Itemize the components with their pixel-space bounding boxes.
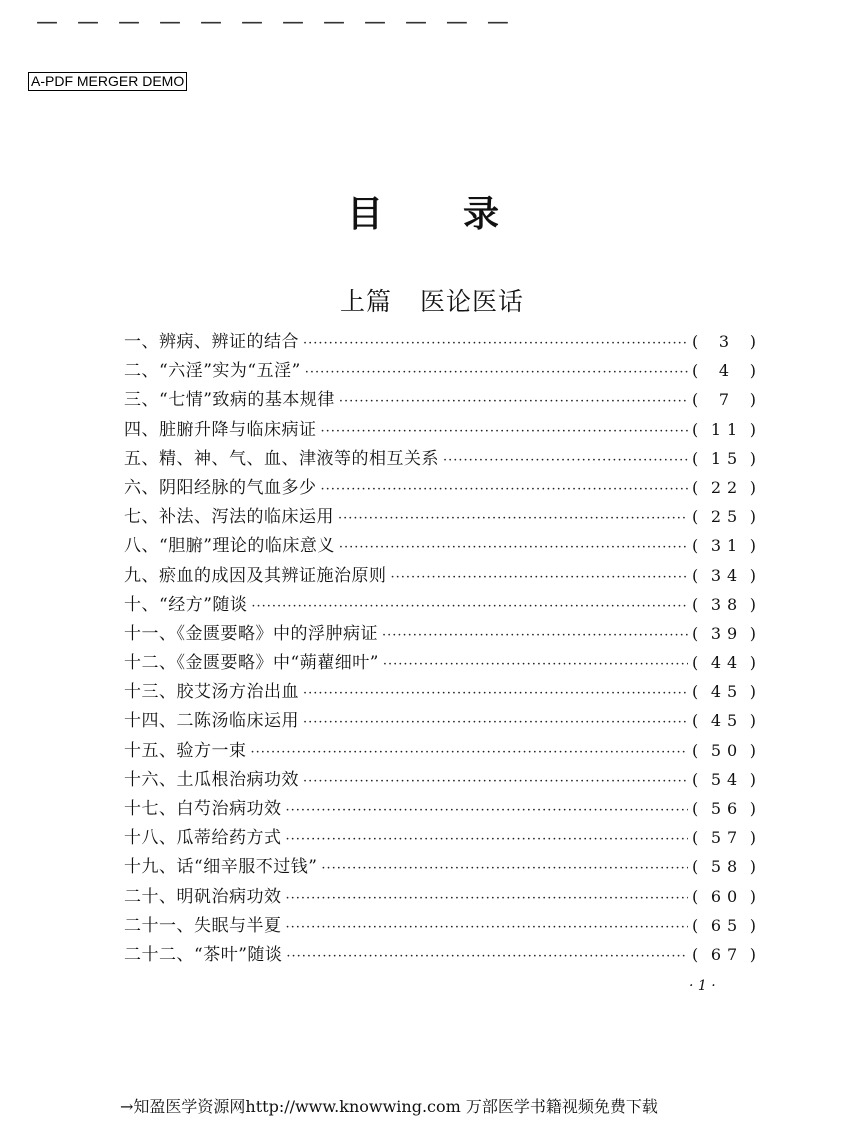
toc-leader-dots: [321, 424, 689, 439]
toc-entry[interactable]: [124, 736, 756, 765]
toc-entry[interactable]: [124, 561, 756, 590]
toc-leader-dots: [391, 570, 689, 585]
toc-leader-dots: [321, 861, 688, 876]
toc-entry[interactable]: [124, 852, 756, 881]
paren-open: (: [692, 828, 699, 848]
toc-entry-page: 39: [710, 623, 744, 643]
toc-page-ref: [692, 711, 756, 730]
toc-entry-title: 三、“七情”致病的基本规律: [124, 390, 335, 411]
toc-page-ref: [692, 945, 756, 964]
paren-open: (: [692, 565, 699, 585]
toc-leader-dots: [382, 628, 688, 643]
toc-entry[interactable]: [124, 619, 756, 648]
page-folio: · 1 ·: [689, 978, 716, 994]
toc-page-ref: [692, 857, 756, 876]
toc-page-ref: [692, 741, 756, 760]
paren-close: ): [749, 653, 756, 673]
paren-close: ): [749, 915, 756, 935]
toc-entry-title: 八、“胆腑”理论的临床意义: [124, 536, 335, 557]
toc-entry-page: 45: [710, 711, 744, 731]
toc-leader-dots: [303, 336, 688, 351]
toc-entry-page: 58: [710, 857, 744, 877]
paren-close: ): [749, 594, 756, 614]
toc-entry-page: 60: [710, 886, 744, 906]
paren-open: (: [692, 536, 699, 556]
paren-close: ): [749, 507, 756, 527]
toc-entry[interactable]: [124, 444, 756, 473]
toc-leader-dots: [383, 657, 688, 672]
paren-close: ): [749, 390, 756, 410]
toc-entry-title: 十五、验方一束: [124, 740, 247, 761]
toc-list: [124, 327, 756, 969]
toc-entry-title: 二、“六淫”实为“五淫”: [124, 361, 301, 382]
paren-open: (: [692, 594, 699, 614]
section-name: 医论医话: [420, 287, 525, 316]
watermark-label: A-PDF MERGER DEMO: [28, 72, 187, 91]
paren-open: (: [692, 886, 699, 906]
toc-entry-page: 15: [710, 448, 744, 468]
toc-leader-dots: [251, 745, 689, 760]
toc-entry[interactable]: [124, 473, 756, 502]
section-part: 上篇: [340, 287, 393, 316]
toc-leader-dots: [303, 686, 688, 701]
toc-page-ref: [692, 624, 756, 643]
paren-open: (: [692, 799, 699, 818]
toc-page-ref: [692, 449, 756, 468]
toc-entry[interactable]: [124, 648, 756, 677]
toc-entry-page: 56: [710, 799, 744, 818]
toc-entry-title: 六、阴阳经脉的气血多少: [124, 477, 317, 498]
toc-entry-title: 十四、二陈汤临床运用: [124, 711, 299, 732]
header-marks: — — — — — — — — — — — —: [36, 10, 515, 35]
toc-page-ref: [692, 566, 756, 585]
toc-leader-dots: [286, 803, 689, 818]
paren-open: (: [692, 448, 699, 468]
toc-entry[interactable]: [124, 882, 756, 911]
paren-open: (: [692, 332, 699, 351]
section-title: [340, 282, 524, 318]
paren-close: ): [749, 682, 756, 702]
toc-entry[interactable]: [124, 706, 756, 735]
toc-entry-page: 54: [710, 769, 744, 789]
paren-close: ): [749, 740, 756, 760]
toc-entry-title: 四、脏腑升降与临床病证: [124, 419, 317, 440]
toc-page-ref: [692, 536, 756, 555]
toc-entry-title: 十八、瓜蒂给药方式: [124, 828, 282, 849]
toc-leader-dots: [339, 394, 688, 409]
paren-open: (: [692, 915, 699, 935]
toc-entry-page: 45: [710, 682, 744, 702]
paren-open: (: [692, 682, 699, 702]
toc-entry-page: 25: [710, 507, 744, 527]
toc-entry-title: 二十、明矾治病功效: [124, 886, 282, 907]
toc-entry[interactable]: [124, 385, 756, 414]
paren-close: ): [749, 332, 756, 351]
paren-close: ): [749, 448, 756, 468]
toc-entry-page: 31: [710, 536, 744, 556]
toc-entry[interactable]: [124, 327, 756, 356]
toc-entry-page: 11: [710, 419, 744, 439]
toc-page-ref: [692, 799, 756, 818]
toc-entry-title: 十六、土瓜根治病功效: [124, 769, 299, 790]
toc-leader-dots: [286, 832, 689, 847]
paren-open: (: [692, 857, 699, 877]
toc-entry-page: 22: [710, 477, 744, 497]
toc-entry-page: 4: [718, 361, 736, 381]
toc-entry-title: 十二、《金匮要略》中“蒴藋细叶”: [124, 653, 379, 674]
toc-page-ref: [692, 361, 756, 380]
paren-close: ): [749, 419, 756, 439]
toc-leader-dots: [305, 365, 688, 380]
paren-open: (: [692, 623, 699, 643]
toc-page-ref: [692, 770, 756, 789]
toc-entry[interactable]: [124, 356, 756, 385]
toc-entry[interactable]: [124, 940, 756, 969]
toc-entry[interactable]: [124, 911, 756, 940]
paren-close: ): [749, 769, 756, 789]
toc-entry-title: 九、瘀血的成因及其辨证施治原则: [124, 565, 387, 586]
toc-leader-dots: [251, 599, 688, 614]
toc-entry-page: 3: [718, 332, 736, 351]
toc-leader-dots: [303, 715, 688, 730]
toc-page-ref: [692, 916, 756, 935]
toc-entry-page: 50: [710, 740, 744, 760]
toc-entry-title: 十三、胶艾汤方治出血: [124, 682, 299, 703]
paren-close: ): [749, 536, 756, 556]
paren-open: (: [692, 769, 699, 789]
toc-entry[interactable]: [124, 502, 756, 531]
toc-entry[interactable]: [124, 677, 756, 706]
toc-page-ref: [692, 332, 756, 351]
toc-entry[interactable]: [124, 794, 756, 823]
paren-open: (: [692, 740, 699, 760]
toc-entry-page: 44: [710, 653, 744, 673]
toc-leader-dots: [338, 511, 688, 526]
toc-entry-page: 57: [710, 828, 744, 848]
toc-leader-dots: [321, 482, 689, 497]
toc-entry-title: 一、辨病、辨证的结合: [124, 332, 299, 352]
toc-entry[interactable]: [124, 590, 756, 619]
toc-entry[interactable]: [124, 765, 756, 794]
toc-page-ref: [692, 507, 756, 526]
toc-entry-page: 67: [710, 944, 744, 964]
toc-leader-dots: [286, 949, 688, 964]
toc-leader-dots: [303, 774, 688, 789]
paren-close: ): [749, 828, 756, 848]
paren-open: (: [692, 390, 699, 410]
paren-open: (: [692, 653, 699, 673]
paren-close: ): [749, 857, 756, 877]
toc-entry[interactable]: [124, 823, 756, 852]
toc-page-ref: [692, 682, 756, 701]
toc-entry-page: 65: [710, 915, 744, 935]
toc-entry[interactable]: [124, 531, 756, 560]
toc-entry[interactable]: [124, 415, 756, 444]
footer-link[interactable]: →知盈医学资源网http://www.knowwing.com 万部医学书籍视频免费下载: [120, 1097, 658, 1116]
paren-close: ): [749, 477, 756, 497]
paren-open: (: [692, 507, 699, 527]
toc-leader-dots: [286, 920, 689, 935]
paren-close: ): [749, 944, 756, 964]
paren-open: (: [692, 477, 699, 497]
toc-title: 目录: [346, 194, 579, 235]
paren-close: ): [749, 361, 756, 381]
paren-close: ): [749, 711, 756, 731]
toc-entry-page: 38: [710, 594, 744, 614]
toc-entry-title: 十一、《金匮要略》中的浮肿病证: [124, 623, 378, 644]
paren-close: ): [749, 623, 756, 643]
toc-leader-dots: [286, 891, 689, 906]
toc-entry-title: 十九、话“细辛服不过钱”: [124, 857, 318, 878]
toc-page-ref: [692, 595, 756, 614]
toc-entry-title: 十、“经方”随谈: [124, 594, 248, 615]
paren-close: ): [749, 565, 756, 585]
paren-open: (: [692, 361, 699, 381]
toc-entry-title: 七、补法、泻法的临床运用: [124, 507, 334, 528]
paren-open: (: [692, 944, 699, 964]
toc-entry-title: 二十二、“茶叶”随谈: [124, 944, 283, 965]
toc-entry-title: 五、精、神、气、血、津液等的相互关系: [124, 448, 439, 469]
toc-entry-title: 二十一、失眠与半夏: [124, 915, 282, 936]
toc-entry-page: 7: [718, 390, 736, 410]
toc-entry-page: 34: [710, 565, 744, 585]
paren-close: ): [749, 799, 756, 818]
paren-close: ): [749, 886, 756, 906]
toc-page-ref: [692, 420, 756, 439]
toc-page-ref: [692, 390, 756, 409]
toc-entry-title: 十七、白芍治病功效: [124, 799, 282, 819]
toc-page-ref: [692, 653, 756, 672]
paren-open: (: [692, 711, 699, 731]
toc-leader-dots: [339, 540, 688, 555]
paren-open: (: [692, 419, 699, 439]
toc-leader-dots: [443, 453, 688, 468]
toc-page-ref: [692, 478, 756, 497]
toc-page-ref: [692, 828, 756, 847]
toc-page-ref: [692, 887, 756, 906]
